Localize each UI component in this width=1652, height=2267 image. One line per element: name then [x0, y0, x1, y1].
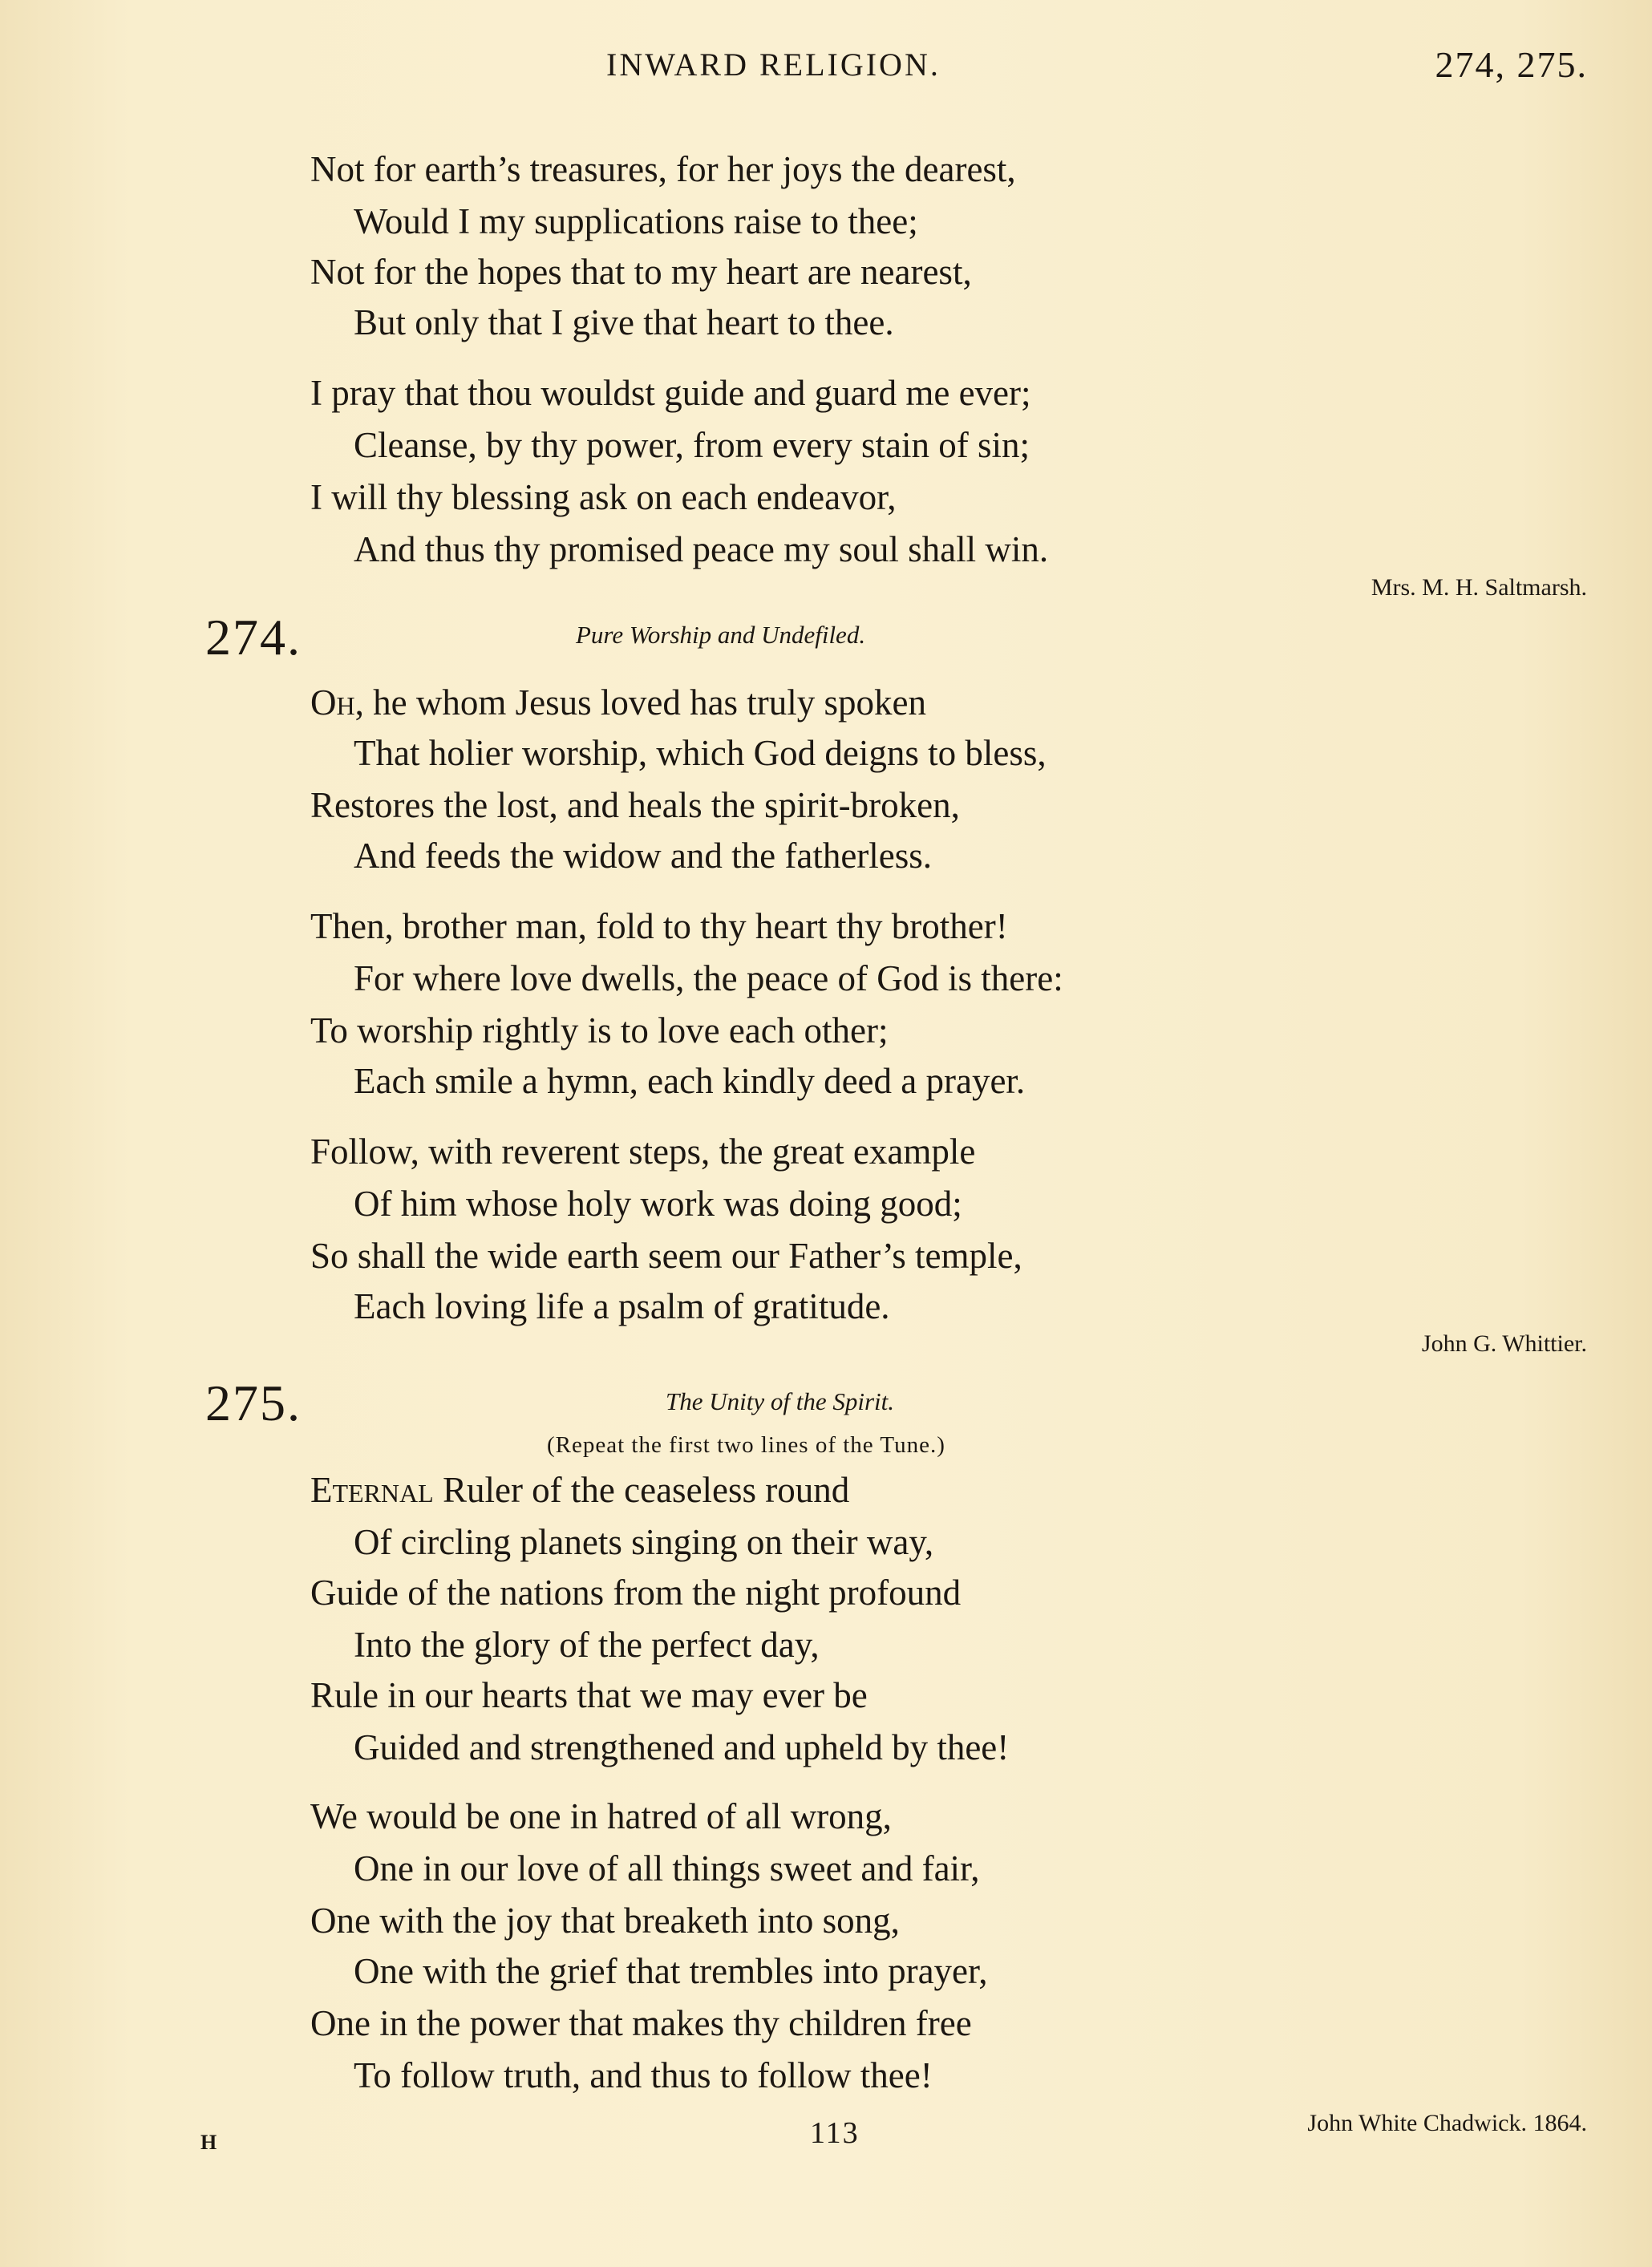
verse-line: And feeds the widow and the fatherless.	[354, 836, 933, 876]
verse-line: But only that I give that heart to thee.	[354, 302, 894, 342]
verse-line: Then, brother man, fold to thy heart thy brother!	[310, 906, 1008, 946]
verse-line: Each smile a hymn, each kindly deed a prayer.	[354, 1061, 1026, 1101]
hymn-author: John G. Whittier.	[1421, 1330, 1587, 1357]
verse-line: One in our love of all things sweet and fair,	[354, 1848, 980, 1888]
verse-line: Follow, with reverent steps, the great example	[310, 1131, 976, 1172]
verse-line: Would I my supplications raise to thee;	[354, 201, 918, 241]
verse-line: Cleanse, by thy power, from every stain of sin;	[354, 425, 1030, 465]
line-rest: Ruler of the ceaseless round	[433, 1470, 850, 1510]
verse-line: That holier worship, which God deigns to bless,	[354, 733, 1047, 773]
page-number: 113	[810, 2116, 860, 2150]
signature-mark: H	[200, 2131, 217, 2154]
verse-line: We would be one in hatred of all wrong,	[310, 1796, 892, 1836]
verse-line: For where love dwells, the peace of God is there:	[354, 958, 1063, 998]
hymn-title: Pure Worship and Undefiled.	[576, 621, 866, 649]
verse-line: Of circling planets singing on their way,	[354, 1522, 934, 1562]
first-word: Eternal	[310, 1470, 434, 1510]
verse-line: Into the glory of the perfect day,	[354, 1625, 820, 1665]
verse-line: Guided and strengthened and upheld by thee!	[354, 1727, 1010, 1767]
verse-line: Rule in our hearts that we may ever be	[310, 1675, 868, 1715]
verse-line: I pray that thou wouldst guide and guard me ever;	[310, 373, 1031, 413]
first-word: Oh	[310, 682, 355, 723]
running-header-title: INWARD RELIGION.	[606, 47, 941, 83]
verse-line: To follow truth, and thus to follow thee!	[354, 2055, 933, 2095]
verse-line: And thus thy promised peace my soul shall win.	[354, 529, 1049, 569]
line-rest: , he whom Jesus loved has truly spoken	[354, 682, 927, 723]
verse-line: So shall the wide earth seem our Father’s temple,	[310, 1236, 1022, 1276]
verse-line: Not for the hopes that to my heart are nearest,	[310, 252, 972, 292]
verse-line: One with the joy that breaketh into song,	[310, 1901, 900, 1941]
verse-line: Of him whose holy work was doing good;	[354, 1184, 962, 1224]
verse-line: Not for earth’s treasures, for her joys the dearest,	[310, 149, 1016, 189]
hymn-author: Mrs. M. H. Saltmarsh.	[1371, 574, 1587, 601]
running-header-hymn-numbers: 274, 275.	[1435, 44, 1588, 85]
verse-line	[310, 678, 926, 727]
verse-line: One with the grief that trembles into prayer,	[354, 1951, 988, 1991]
verse-line: Guide of the nations from the night profound	[310, 1573, 962, 1613]
verse-line: Each loving life a psalm of gratitude.	[354, 1286, 890, 1326]
verse-line	[310, 1466, 849, 1514]
verse-line: One in the power that makes thy children free	[310, 2003, 972, 2043]
hymn-number: 274.	[205, 609, 302, 666]
hymn-number: 275.	[205, 1374, 302, 1431]
hymn-author: John White Chadwick. 1864.	[1307, 2110, 1587, 2136]
tune-instruction: (Repeat the first two lines of the Tune.)	[547, 1432, 945, 1458]
verse-line: I will thy blessing ask on each endeavor,	[310, 477, 897, 517]
hymn-title: The Unity of the Spirit.	[666, 1387, 895, 1415]
verse-line: Restores the lost, and heals the spirit-broken,	[310, 785, 960, 825]
verse-line: To worship rightly is to love each other;	[310, 1010, 889, 1051]
